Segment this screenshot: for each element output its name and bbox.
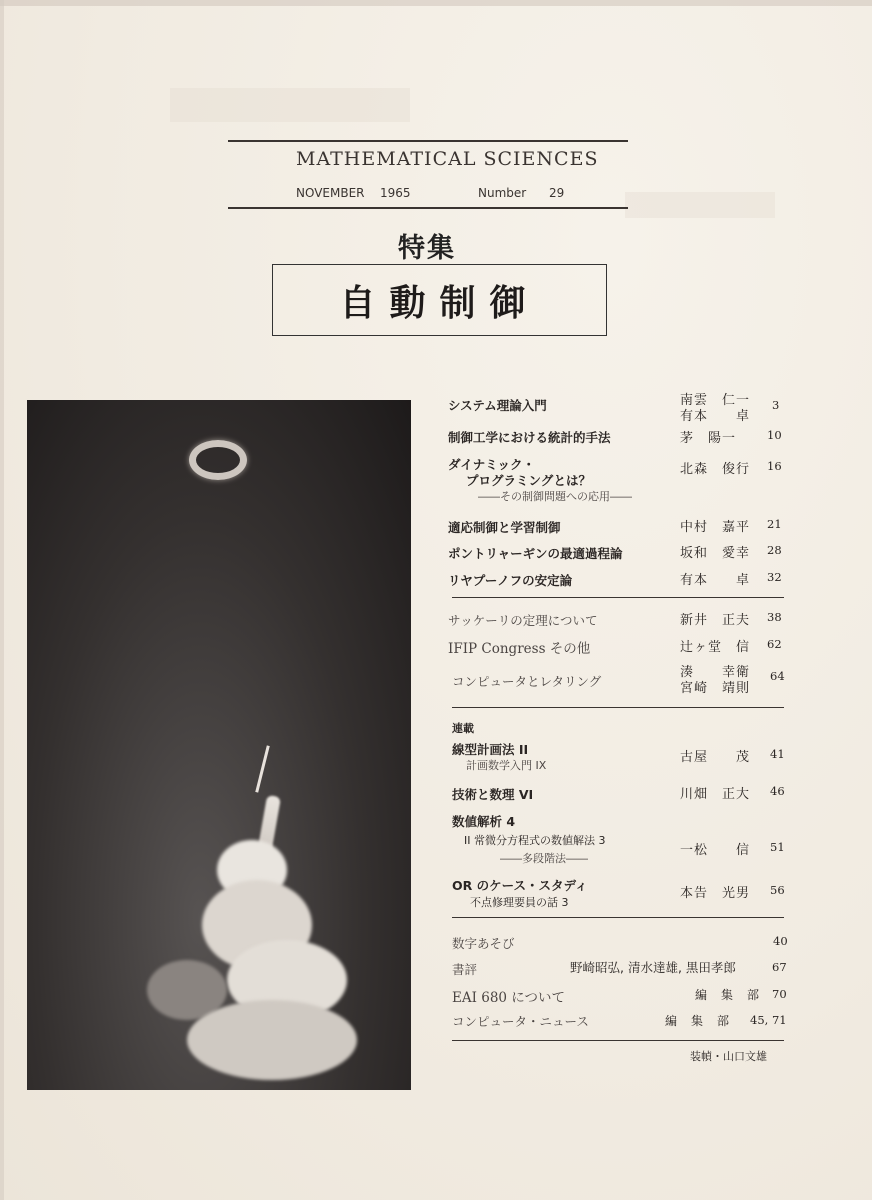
toc-page: 56 <box>770 883 785 897</box>
toc-author: 有本 卓 <box>680 409 751 424</box>
toc-title-cont: プログラミングとは？ <box>466 473 592 488</box>
toc-author: 有本 卓 <box>680 573 751 588</box>
rocket-launch-photo <box>27 400 411 1090</box>
toc-author: 中村 嘉平 <box>680 520 751 535</box>
toc-page: 64 <box>770 669 785 683</box>
toc-page: 40 <box>773 934 788 948</box>
toc-page: 45, 71 <box>750 1013 787 1027</box>
toc-title: 技術と数理 VI <box>452 787 534 802</box>
toc-author: 南雲 仁一 <box>680 393 751 408</box>
toc-author: 一松 信 <box>680 843 751 858</box>
toc-page: 41 <box>770 747 785 761</box>
toc-page: 51 <box>770 840 785 854</box>
toc-author: 茅 陽一 <box>680 431 737 446</box>
section-divider <box>452 1040 784 1041</box>
toc-subtitle: II 常微分方程式の数値解法 3 <box>464 834 606 847</box>
toc-page: 10 <box>767 428 782 442</box>
toc-title: サッケーリの定理について <box>448 613 598 628</box>
toc-author: 編 集 部 <box>695 988 761 1002</box>
toc-page: 46 <box>770 784 785 798</box>
toc-page: 70 <box>772 987 787 1001</box>
toc-author: 辻ヶ堂 信 <box>680 640 751 655</box>
issue-year: 1965 <box>380 186 411 200</box>
toc-title: リヤプーノフの安定論 <box>448 573 573 588</box>
rocket <box>255 745 270 792</box>
issue-month: NOVEMBER <box>296 186 365 200</box>
toc-author: 新井 正夫 <box>680 613 751 628</box>
toc-title: 数字あそび <box>452 936 515 951</box>
toc-title: システム理論入門 <box>448 398 547 413</box>
section-divider <box>452 917 784 918</box>
toc-page: 28 <box>767 543 782 557</box>
toc-title: 適応制御と学習制御 <box>448 520 561 535</box>
toc-page: 3 <box>772 398 780 412</box>
toc-author: 北森 俊行 <box>680 462 751 477</box>
toc-title: 書評 <box>452 962 478 977</box>
toc-subtitle: 不点修理要員の話 3 <box>470 896 569 909</box>
toc-title: 数値解析 4 <box>452 814 516 829</box>
feature-title-box <box>272 264 607 336</box>
design-credit: 装幀・山口文雄 <box>690 1050 767 1063</box>
feature-title: 自動制御 <box>339 282 540 324</box>
toc-author: 編 集 部 <box>665 1014 731 1028</box>
toc-title: EAI 680 について <box>452 990 566 1006</box>
toc-page: 32 <box>767 570 782 584</box>
toc-page: 67 <box>772 960 787 974</box>
header-top-rule <box>228 140 628 142</box>
toc-title: IFIP Congress その他 <box>448 641 591 657</box>
toc-author: 川畑 正大 <box>680 787 751 802</box>
toc-author: 湊 幸衛 <box>680 665 751 680</box>
toc-author: 宮崎 靖則 <box>680 681 751 696</box>
section-divider <box>452 707 784 708</box>
issue-number: 29 <box>549 186 565 200</box>
toc-page: 21 <box>767 517 782 531</box>
toc-subtitle: ――その制御問題への応用―― <box>478 490 632 503</box>
toc-subtitle: ――多段階法―― <box>500 852 588 865</box>
toc-page: 38 <box>767 610 782 624</box>
header-bottom-rule <box>228 207 628 209</box>
toc-title: 線型計画法 II <box>452 742 529 757</box>
toc-title: ポントリャーギンの最適過程論 <box>448 546 623 561</box>
toc-author: 本告 光男 <box>680 886 751 901</box>
smoke-ring <box>189 440 247 480</box>
page-edge-left <box>0 0 4 1200</box>
toc-title: コンピュータ・ニュース <box>452 1014 589 1029</box>
feature-label: 特集 <box>398 233 456 264</box>
page-edge <box>0 0 872 6</box>
toc-author: 野崎昭弘, 清水達雄, 黒田孝郎 <box>570 960 736 975</box>
toc-title: ダイナミック・ <box>448 457 536 472</box>
toc-title: コンピュータとレタリング <box>452 674 602 689</box>
toc-page: 16 <box>767 459 782 473</box>
toc-title: 制御工学における統計的手法 <box>448 430 611 445</box>
toc-title: OR のケース・スタディ <box>452 878 588 893</box>
toc-page: 62 <box>767 637 782 651</box>
toc-author: 坂和 愛幸 <box>680 546 751 561</box>
series-label: 連載 <box>452 722 474 735</box>
journal-title: MATHEMATICAL SCIENCES <box>296 148 599 170</box>
exhaust-cloud <box>187 1000 357 1080</box>
issue-number-label: Number <box>478 186 527 200</box>
toc-subtitle: 計画数学入門 IX <box>466 759 547 772</box>
toc-author: 古屋 茂 <box>680 750 751 765</box>
section-divider <box>452 597 784 598</box>
bleed-through-shape <box>170 88 410 122</box>
bleed-through-shape <box>625 192 775 218</box>
